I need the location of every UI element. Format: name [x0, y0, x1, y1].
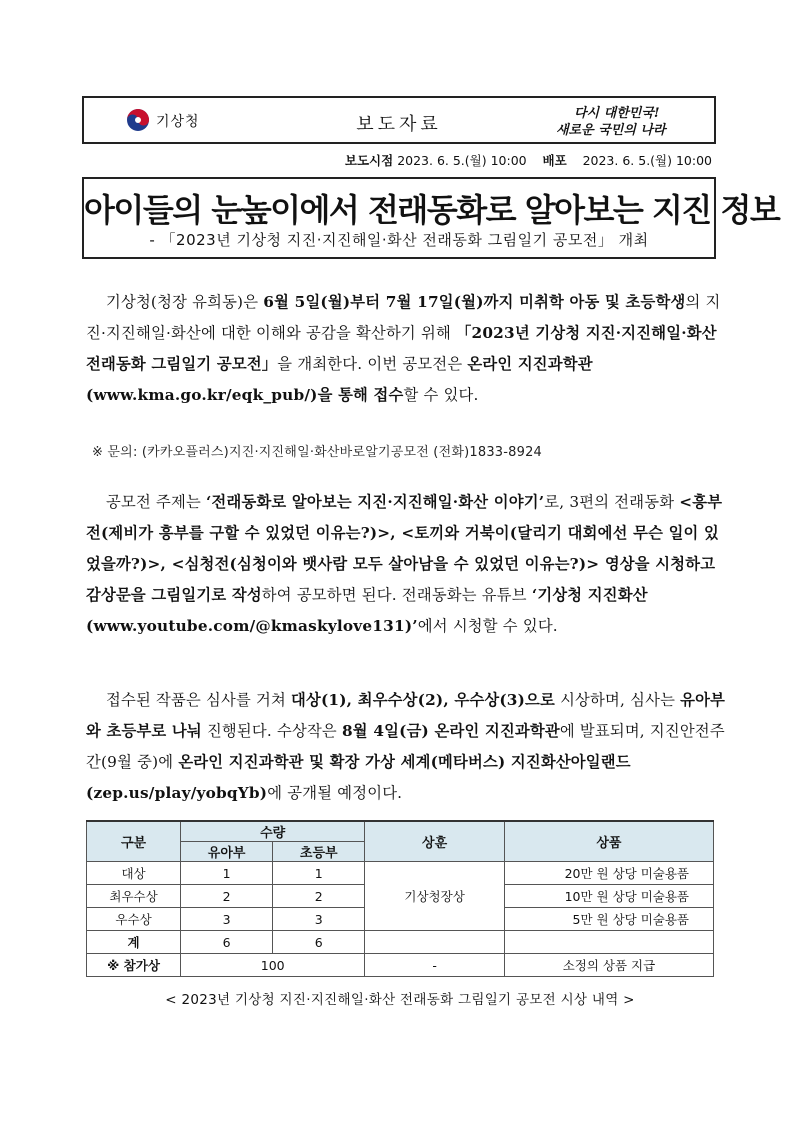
bold-text: 「2023년 기상청 지진·지진해일·화산 전래동화 그림일기 공모전」 — [86, 324, 717, 373]
text: 접수된 작품은 심사를 거쳐 — [106, 691, 291, 709]
cell-elementary: 3 — [273, 908, 365, 931]
cell-elementary: 6 — [273, 931, 365, 954]
text: 을 개최한다. 이번 공모전은 — [277, 355, 468, 373]
embargo-time: 2023. 6. 5.(월) 10:00 — [397, 153, 527, 168]
cell-prize: 5만 원 상당 미술용품 — [504, 908, 713, 931]
paragraph-3 — [86, 685, 726, 809]
press-release-header — [82, 96, 716, 144]
cell-award-merged: 기상청장상 — [365, 862, 505, 931]
header-preschool: 유아부 — [181, 842, 273, 862]
table-row — [87, 931, 714, 954]
text: 기상청(청장 유희동)은 — [106, 293, 264, 311]
document-kind: 보도자료 — [356, 114, 442, 135]
cell-preschool: 1 — [181, 862, 273, 885]
cell-preschool: 3 — [181, 908, 273, 931]
embargo-label: 보도시점 — [344, 153, 394, 168]
text: 에서 시청할 수 있다. — [417, 617, 558, 635]
title-box — [82, 177, 780, 259]
text: 할 수 있다. — [403, 386, 479, 404]
cell-prize — [504, 931, 713, 954]
bold-text: ‘기상청 지진화산(www.youtube.com/@kmaskylove131)’ — [86, 586, 648, 635]
cell-preschool: 6 — [181, 931, 273, 954]
cell-elementary: 2 — [273, 885, 365, 908]
bold-text: 대상(1), 최우수상(2), 우수상(3)으로 — [291, 691, 556, 709]
text: 에 공개될 예정이다. — [267, 784, 403, 802]
header-elementary: 초등부 — [273, 842, 365, 862]
slogan — [536, 100, 696, 140]
cell-prize: 소정의 상품 지급 — [504, 954, 713, 977]
paragraph-1 — [86, 287, 726, 411]
bold-text: <흥부전(제비가 흥부를 구할 수 있었던 이유는?)>, <토끼와 거북이(달리기 대회에선 무슨 일이 있었을까?)>, <심청전(심청이와 뱃사람 모두 살아남을 수 있었던 이유는?)> 영상을 시청하고 감상문을 그림일기로 작성 — [86, 493, 723, 604]
paragraph-2 — [86, 487, 726, 642]
bold-text: ‘전래동화로 알아보는 지진·지진해일·화산 이야기’ — [206, 493, 545, 511]
slogan-line2: 새로운 국민의 나라 — [556, 123, 666, 138]
text: 진행된다. 수상작은 — [201, 722, 342, 740]
header-count: 수량 — [181, 821, 365, 842]
cell-category: 우수상 — [87, 908, 181, 931]
cell-category: 최우수상 — [87, 885, 181, 908]
text: 에 발표되며, 지진안전주간(9월 중)에 — [86, 722, 725, 771]
text: 하여 공모하면 된다. 전래동화는 유튜브 — [261, 586, 532, 604]
release-info — [345, 151, 712, 169]
table-caption: < 2023년 기상청 지진·지진해일·화산 전래동화 그림일기 공모전 시상 내역 > — [165, 992, 635, 1008]
cell-preschool: 2 — [181, 885, 273, 908]
bold-text: 6월 5일(월)부터 7월 17일(월)까지 미취학 아동 및 초등학생 — [263, 293, 686, 311]
inquiry-note: ※ 문의: (카카오플러스)지진·지진해일·화산바로알기공모전 (전화)1833-8924 — [92, 445, 543, 460]
slogan-line1: 다시 대한민국! — [574, 106, 660, 121]
cell-category: 계 — [87, 931, 181, 954]
table-row-participation — [87, 954, 714, 977]
header-category: 구분 — [87, 821, 181, 862]
bold-text: 8월 4일(금) 온라인 지진과학관 — [341, 722, 560, 740]
cell-award: - — [365, 954, 505, 977]
bold-text: 유아부와 초등부로 나눠 — [86, 691, 726, 740]
text: 공모전 주제는 — [106, 493, 206, 511]
text: 로, 3편의 전래동화 — [544, 493, 680, 511]
cell-category: ※ 참가상 — [87, 954, 181, 977]
text: 시상하며, 심사는 — [555, 691, 681, 709]
page-title: 아이들의 눈높이에서 전래동화로 알아보는 지진 정보 — [84, 191, 780, 229]
cell-elementary: 1 — [273, 862, 365, 885]
bold-text: 온라인 지진과학관 및 확장 가상 세계(메타버스) 지진화산아일랜드(zep.us/play/yobqYb) — [86, 753, 631, 802]
page-subtitle: - 「2023년 기상청 지진·지진해일·화산 전래동화 그림일기 공모전」 개최 — [149, 231, 649, 249]
cell-prize: 20만 원 상당 미술용품 — [504, 862, 713, 885]
table-row — [87, 862, 714, 885]
cell-award — [365, 931, 505, 954]
cell-category: 대상 — [87, 862, 181, 885]
text: 의 지진·지진해일·화산에 대한 이해와 공감을 확산하기 위해 — [86, 293, 721, 342]
cell-count: 100 — [181, 954, 365, 977]
distribution-time: 2023. 6. 5.(월) 10:00 — [582, 153, 712, 168]
header-prize: 상품 — [504, 821, 713, 862]
cell-prize: 10만 원 상당 미술용품 — [504, 885, 713, 908]
agency-name: 기상청 — [156, 114, 200, 130]
distribution-label: 배포 — [542, 153, 567, 168]
header-award: 상훈 — [365, 821, 505, 862]
prize-table — [86, 820, 714, 977]
bold-text: 온라인 지진과학관(www.kma.go.kr/eqk_pub/)을 통해 접수 — [86, 355, 593, 404]
